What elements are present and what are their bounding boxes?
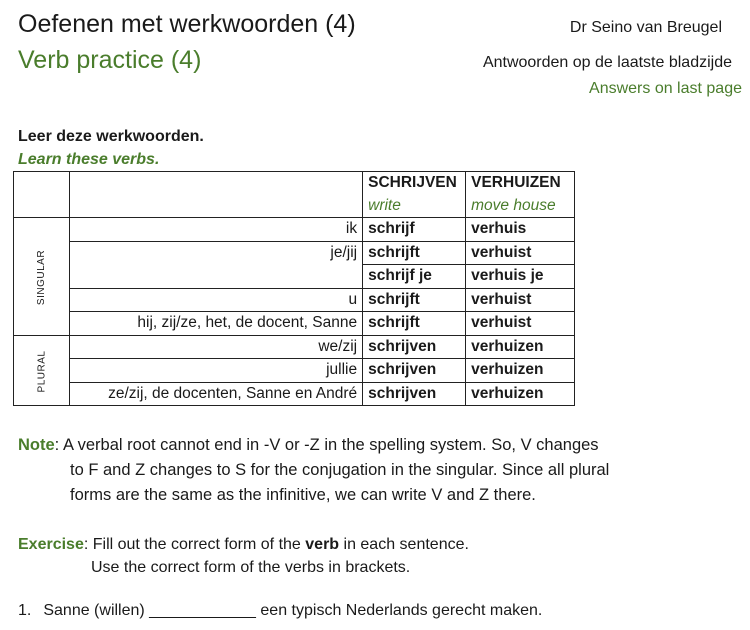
verb1-header: SCHRIJVEN xyxy=(363,172,466,195)
exercise-line-1-bold: verb xyxy=(305,536,340,553)
pronoun-cell: we/zij xyxy=(70,335,363,359)
table-row xyxy=(14,288,575,312)
verb2-form: verhuizen xyxy=(466,382,575,406)
note-label: Note xyxy=(18,436,55,454)
question-item xyxy=(18,602,542,620)
verb2-header: VERHUIZEN xyxy=(466,172,575,195)
exercise-instructions: Exercise: Fill out the correct form of the verb in each sentence. Use the correct form of the verbs in brackets. xyxy=(18,533,469,579)
plural-group-label: PLURAL xyxy=(14,335,70,406)
pronoun-cell: je/jij xyxy=(70,241,363,265)
verb2-form: verhuist xyxy=(466,312,575,336)
note-line-1: A verbal root cannot end in -V or -Z in the spelling system. So, V changes xyxy=(62,436,599,454)
table-header-row xyxy=(14,172,575,195)
question-number: 1. xyxy=(18,602,32,619)
pronoun-cell xyxy=(70,265,363,289)
table-row xyxy=(14,359,575,383)
table-row xyxy=(14,218,575,242)
exercise-line-2: Use the correct form of the verbs in brackets. xyxy=(91,559,411,576)
verb1-form: schrijf je xyxy=(363,265,466,289)
verb2-form: verhuis je xyxy=(466,265,575,289)
answers-note-nl: Antwoorden op de laatste bladzijde xyxy=(482,54,732,71)
verb2-form: verhuizen xyxy=(466,335,575,359)
verb1-form: schrijven xyxy=(363,359,466,383)
verb-table xyxy=(13,171,575,406)
verb2-translation: move house xyxy=(466,195,575,218)
verb1-form: schrijven xyxy=(363,335,466,359)
singular-group-label: SINGULAR xyxy=(14,218,70,336)
verb2-form: verhuizen xyxy=(466,359,575,383)
note-line-3: forms are the same as the infinitive, we can write V and Z there. xyxy=(70,486,536,504)
verb1-form: schrijft xyxy=(363,288,466,312)
question-text-after: een typisch Nederlands gerecht maken. xyxy=(255,602,543,619)
pronoun-cell: jullie xyxy=(70,359,363,383)
question-text-before: Sanne (willen) xyxy=(43,602,150,619)
exercise-line-1a: Fill out the correct form of the xyxy=(92,536,306,553)
author-name: Dr Seino van Breugel xyxy=(569,19,722,36)
header-corner-side xyxy=(14,172,70,218)
verb1-translation: write xyxy=(363,195,466,218)
exercise-label: Exercise xyxy=(18,536,84,553)
table-row xyxy=(14,241,575,265)
verb1-form: schrijven xyxy=(363,382,466,406)
verb1-form: schrijft xyxy=(363,312,466,336)
verb2-form: verhuist xyxy=(466,288,575,312)
pronoun-cell: ze/zij, de docenten, Sanne en André xyxy=(70,382,363,406)
grammar-note: Note: A verbal root cannot end in -V or -Z in the spelling system. So, V changes to F and Z changes to S for the conjugation in the singular. Since all plural forms are the same as the infinitive, we can write V and Z there. xyxy=(18,433,609,508)
note-line-2: to F and Z changes to S for the conjugation in the singular. Since all plural xyxy=(70,461,610,479)
instruction-nl: Leer deze werkwoorden. xyxy=(18,128,204,145)
verb2-form: verhuis xyxy=(466,218,575,242)
pronoun-cell: hij, zij/ze, het, de docent, Sanne xyxy=(70,312,363,336)
verb1-form: schrijft xyxy=(363,241,466,265)
instruction-en: Learn these verbs. xyxy=(18,151,160,168)
verb1-form: schrijf xyxy=(363,218,466,242)
table-row xyxy=(14,312,575,336)
table-row xyxy=(14,335,575,359)
pronoun-cell: u xyxy=(70,288,363,312)
verb2-form: verhuist xyxy=(466,241,575,265)
page-title: Oefenen met werkwoorden (4) xyxy=(18,10,356,38)
table-row xyxy=(14,265,575,289)
exercise-line-1b: in each sentence. xyxy=(339,536,469,553)
pronoun-cell: ik xyxy=(70,218,363,242)
answers-note-en: Answers on last page xyxy=(589,80,742,97)
header-corner-pronoun xyxy=(70,172,363,218)
page-subtitle: Verb practice (4) xyxy=(18,46,202,74)
table-row xyxy=(14,382,575,406)
answer-blank[interactable]: ____________ xyxy=(149,602,256,619)
